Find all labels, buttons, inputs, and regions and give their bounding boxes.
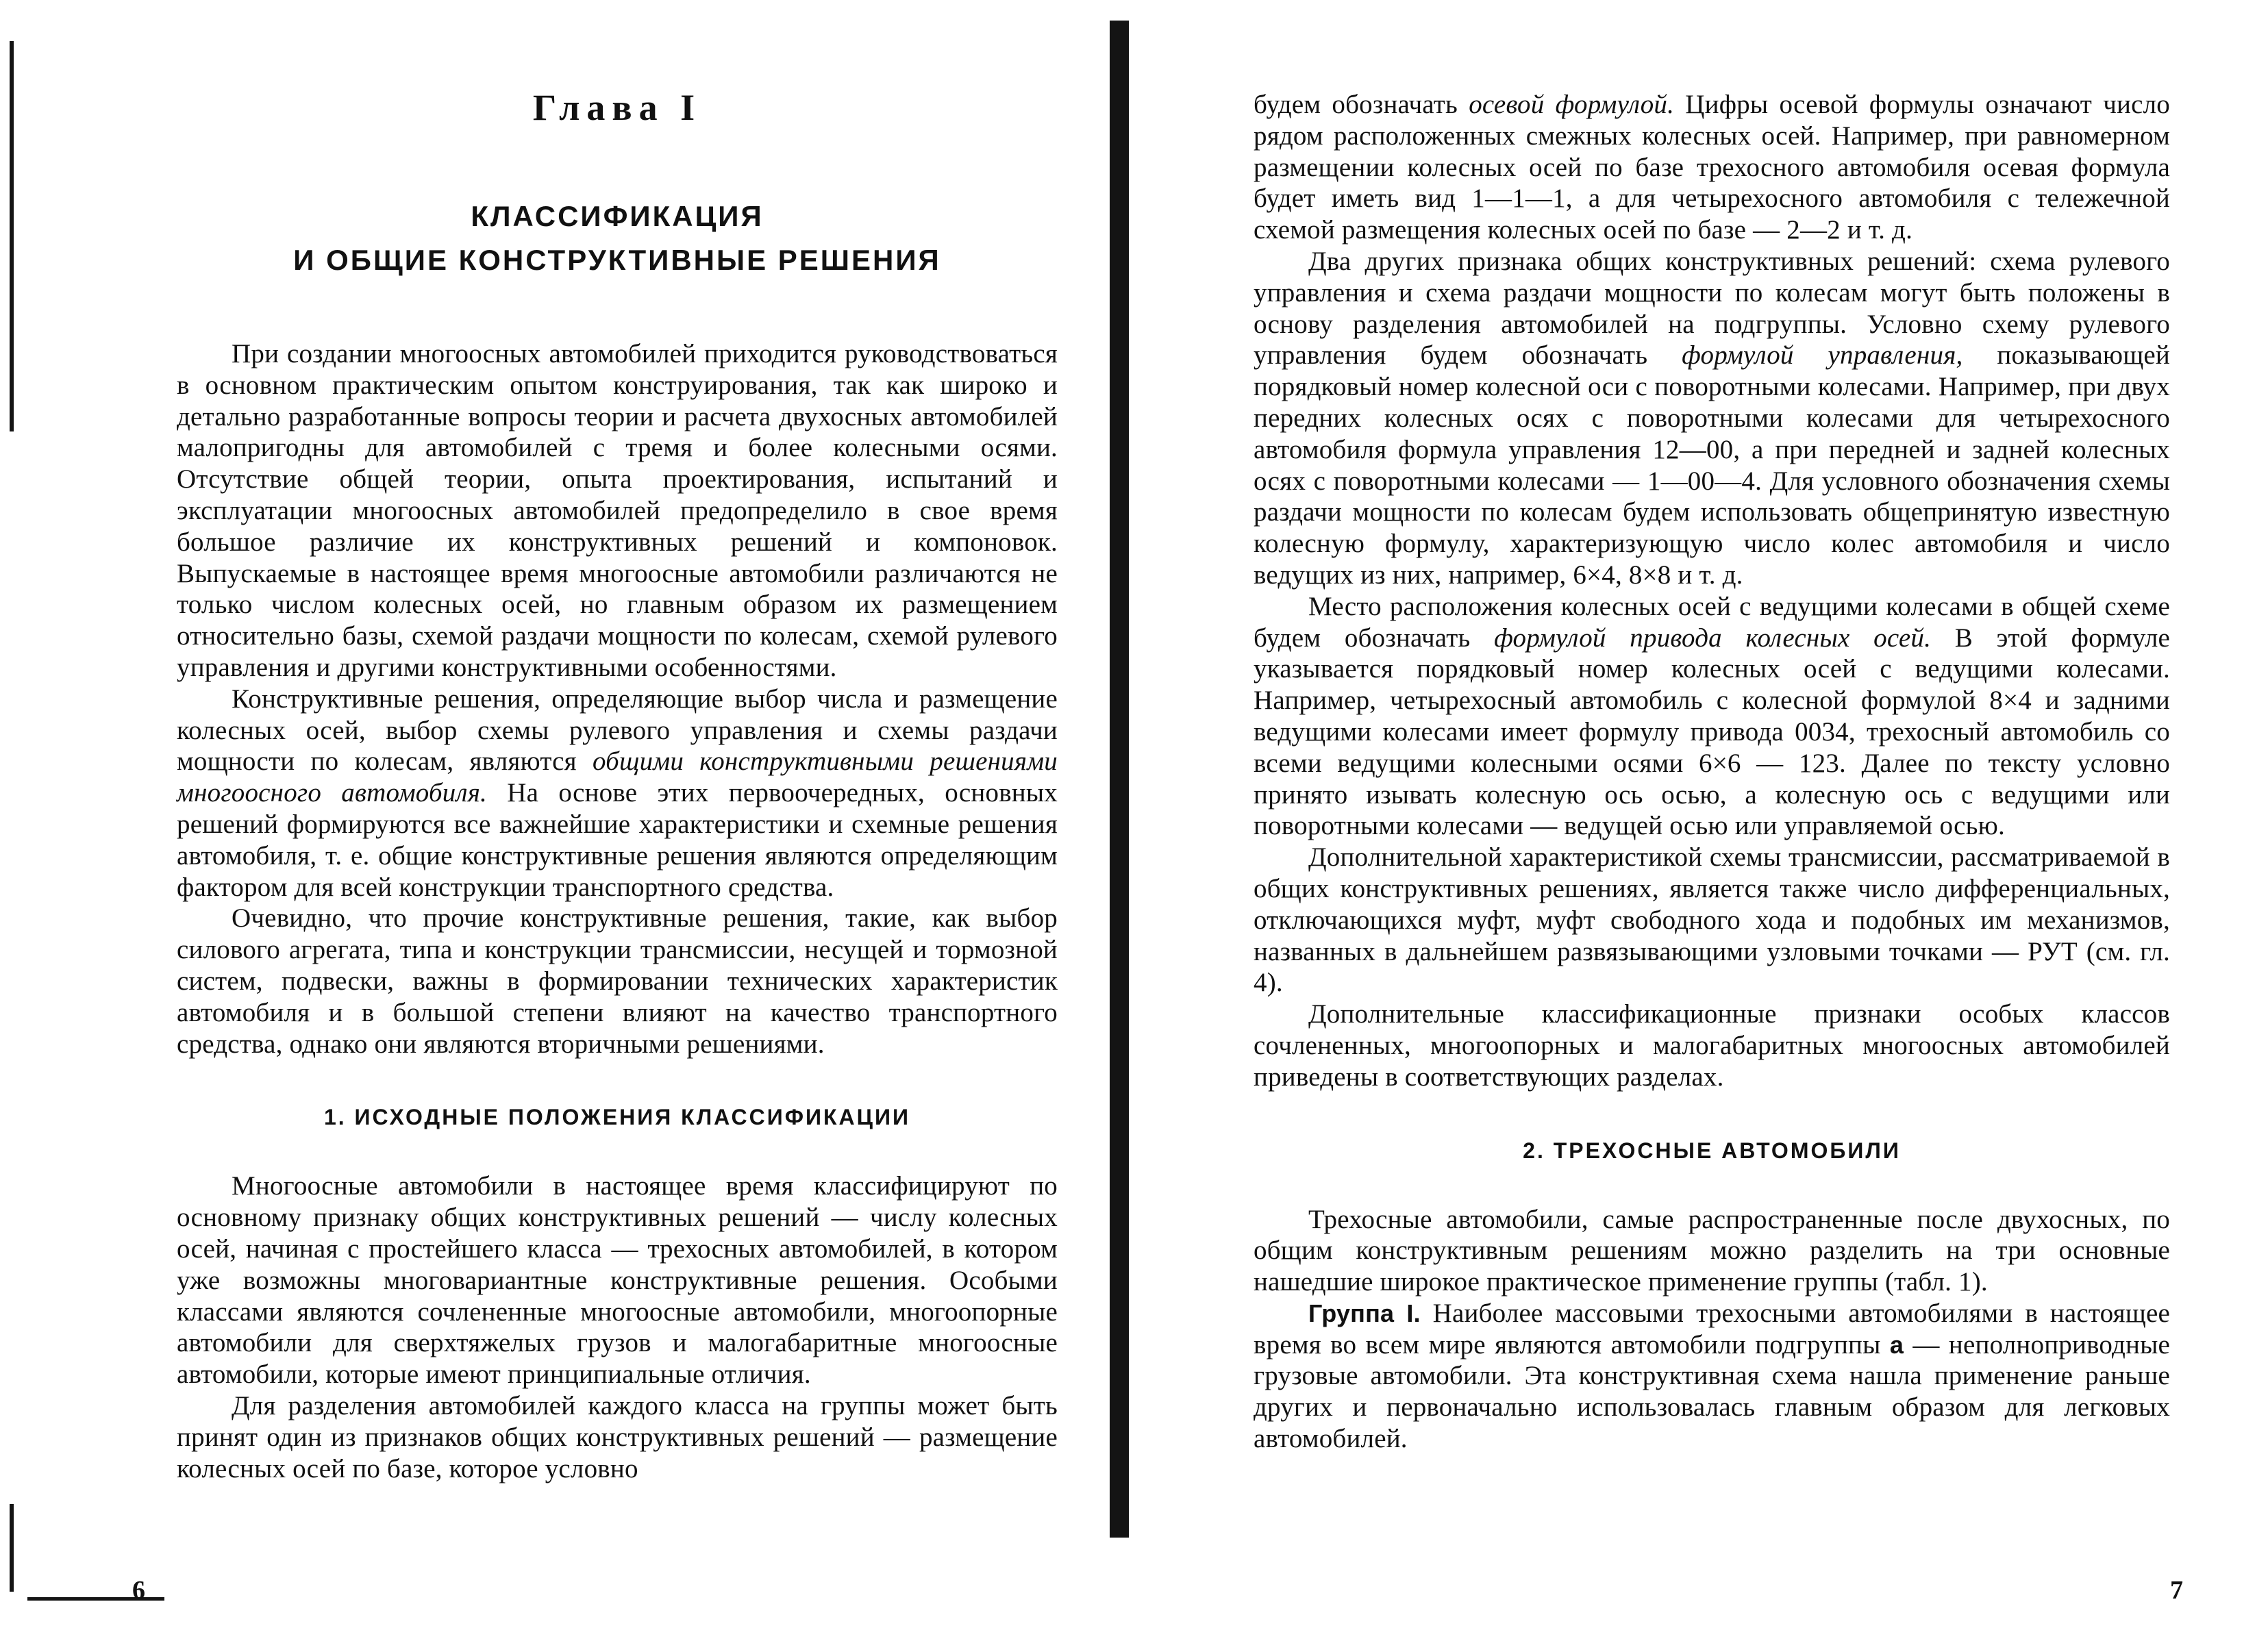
page-number: 7 <box>2170 1576 2183 1605</box>
paragraph: При создании многоосных автомобилей приходится руководствоваться в основном практическим опытом конструирования, так как широко и детально разработанные вопросы теории и расчета двухосных автомобилей малопригодны для автомобилей с тремя и более колесными осями. Отсутствие общей теории, опыта проектирования, испытаний и эксплуатации многоосных автомобилей предопределило в свое время большое различие их конструктивных решений и компоновок. Выпускаемые в настоящее время многоосные автомобили различаются не только числом колесных осей, но главным образом их размещением относительно базы, схемой раздачи мощности по колесам, схемой рулевого управления и другими конструктивными особенностями. <box>177 339 1058 682</box>
paragraph <box>1254 1298 2170 1455</box>
section-heading: 1. ИСХОДНЫЕ ПОЛОЖЕНИЯ КЛАССИФИКАЦИИ <box>323 1105 911 1130</box>
paragraph <box>1254 89 2170 246</box>
paragraph <box>1254 246 2170 591</box>
left-page <box>0 0 1110 1641</box>
paragraph-text: — неполноприводные грузовые автомобили. Эта конструктивная схема нашла применение раньше других и первоначально использовалась главным образом для легковых автомобилей. <box>1254 1329 2170 1454</box>
italic-term: формулой привода колесных осей. <box>1494 623 1932 653</box>
left-text-column <box>177 89 1058 1484</box>
paragraph: Дополнительной характеристикой схемы трансмиссии, рассматриваемой в общих конструктивных решениях, является также число дифференциальных, отключающихся муфт, муфт свободного хода и подобных им механизмов, названных в дальнейшем развязывающими узловыми точками — РУТ (см. гл. 4). <box>1254 842 2170 998</box>
page-number: 6 <box>132 1576 145 1605</box>
paragraph: Трехосные автомобили, самые распространенные после двухосных, по общим конструктивным решениям можно разделить на три основные нашедшие широкое практическое применение группы (табл. 1). <box>1254 1204 2170 1297</box>
group-label: Группа I. <box>1308 1299 1421 1327</box>
paragraph: Для разделения автомобилей каждого класса на группы может быть принят один из признаков общих конструктивных решений — размещение колесных осей по базе, которое условно <box>177 1390 1058 1483</box>
paragraph-text: Цифры осевой формулы означают число рядом расположенных смежных колесных осей. Например, при равномерном размещении колесных осей по базе трехосного автомобиля осевая формула будет иметь вид 1—1—1, а для четырехосного автомобиля с тележечной схемой размещения колесных осей по базе — 2—2 и т. д. <box>1254 90 2170 245</box>
paragraph <box>177 684 1058 903</box>
paragraph-text: показывающей порядковый номер колесной оси с поворотными колесами. Например, при двух передних колесных осях с поворотными колесами для четырехосного автомобиля формула управления 12—00, а при передней и задней колесных осях с поворотными колесами — 1—00—4. Для условного обозначения схемы раздачи мощности по колесам будем использовать общепринятую известную колесную формулу, характеризующую число колес автомобиля и число ведущих из них, например, 6×4, 8×8 и т. д. <box>1254 340 2171 590</box>
right-text-column <box>1254 89 2170 1455</box>
chapter-heading: Глава I <box>532 87 702 128</box>
chapter-title-line: КЛАССИФИКАЦИЯ <box>471 200 764 232</box>
paragraph-text: Два других признака общих конструктивных решений: схема рулевого управления и схема раздачи мощности по колесам могут быть положены в основу разделения автомобилей на подгруппы. Условно схему рулевого управления будем обозначать <box>1254 246 2170 371</box>
paragraph-text: На основе этих первоочередных, основных решений формируются все важнейшие характеристики и схемные решения автомобиля, т. е. общие конструктивные решения являются определяющим фактором для всей конструкции транспортного средства. <box>177 778 1058 902</box>
italic-term: осевой формулой. <box>1469 90 1675 119</box>
paragraph: Дополнительные классификационные признаки особых классов сочлененных, многоопорных и малогабаритных многоосных автомобилей приведены в соответствующих разделах. <box>1254 999 2170 1092</box>
paragraph-text: Конструктивные решения, определяющие выбор числа и размещение колесных осей, выбор схемы рулевого управления и схемы раздачи мощности по колесам, являются <box>177 684 1058 777</box>
paragraph-text: Наиболее массовыми трехосными автомобилями в настоящее время во всем мире являются автомобили подгруппы <box>1254 1298 2171 1360</box>
chapter-title-line: И ОБЩИЕ КОНСТРУКТИВНЫЕ РЕШЕНИЯ <box>293 244 941 276</box>
chapter-title <box>177 195 1058 282</box>
italic-term: формулой управления, <box>1682 340 1963 371</box>
italic-term: общими конструктивными решениями многоосного автомобиля. <box>177 747 1058 808</box>
book-gutter-shadow <box>1110 21 1129 1538</box>
paragraph-text: будем обозначать <box>1254 90 1469 119</box>
right-page <box>1158 0 2268 1641</box>
paragraph-text: В этой формуле указывается порядковый номер колесных осей с ведущими колесами. Например, четырехосный автомобиль с колесной формулой 8×4 и задними ведущими колесами имеет формулу привода 0034, трехосный автомобиль со всеми ведущими колесными осями 6×6 — 123. Далее по тексту условно принято изывать колесную ось осью, а колесную ось с ведущими или поворотными колесами — ведущей осью или управляемой осью. <box>1254 623 2170 841</box>
paragraph-text: Место расположения колесных осей с ведущими колесами в общей схеме будем обозначать <box>1254 591 2170 653</box>
paragraph <box>1254 591 2170 842</box>
paragraph: Многоосные автомобили в настоящее время классифицируют по основному признаку общих конструктивных решений — числу колесных осей, начиная с простейшего класса — трехосных автомобилей, в котором уже возможны многовариантные конструктивные решения. Особыми классами являются сочлененные многоосные автомобили, многоопорные автомобили для сверхтяжелых грузов и малогабаритные многоосные автомобили, которые имеют принципиальные отличия. <box>177 1171 1058 1390</box>
paragraph: Очевидно, что прочие конструктивные решения, такие, как выбор силового агрегата, типа и конструкции трансмиссии, несущей и тормозной систем, подвески, важны в формировании технических характеристик автомобиля и в большой степени влияют на качество транспортного средства, однако они являются вторичными решениями. <box>177 903 1058 1059</box>
section-heading: 2. ТРЕХОСНЫЕ АВТОМОБИЛИ <box>1523 1138 1901 1163</box>
subgroup-label: а <box>1889 1330 1904 1359</box>
